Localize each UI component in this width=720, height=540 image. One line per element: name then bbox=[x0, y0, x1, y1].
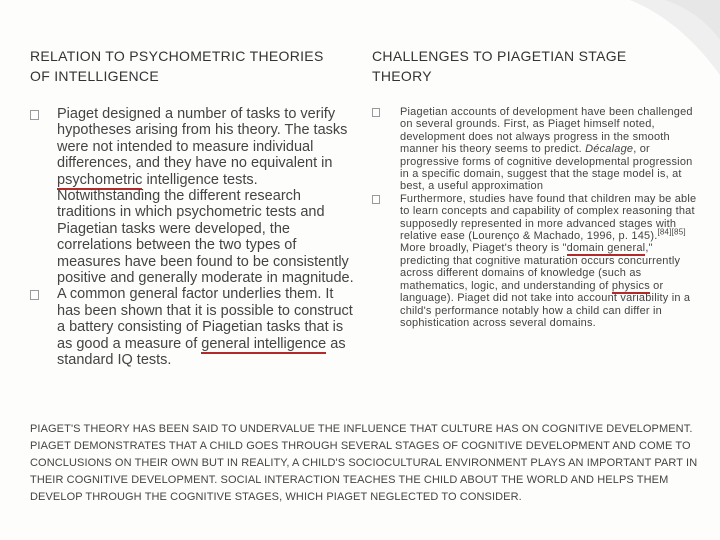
general-intelligence-link[interactable]: general intelligence bbox=[201, 335, 327, 352]
square-bullet-icon bbox=[30, 290, 39, 300]
square-bullet-icon bbox=[372, 108, 380, 117]
right-heading: CHALLENGES TO PIAGETIAN STAGE THEORY bbox=[372, 48, 627, 84]
footer-paragraph: PIAGET'S THEORY HAS BEEN SAID TO UNDERVALUE THE INFLUENCE THAT CULTURE HAS ON COGNITIVE DEVELOPMENT. PIAGET DEMONSTRATES THAT A CHILD GOES THROUGH SEVERAL STAGES OF COGNITIVE DEVELOPMENT AND COME TO CONCLUSIONS ON THEIR OWN BUT IN REALITY, A CHILD'S SOCIOCULTURAL ENVIRONMENT PLAYS AN IMPORTANT PART IN THEIR COGNITIVE DEVELOPMENT. SOCIAL INTERACTION TEACHES THE CHILD ABOUT THE WORLD AND HELPS THEM DEVELOP THROUGH THE COGNITIVE STAGES, WHICH PIAGET NEGLECTED TO CONSIDER. bbox=[30, 423, 698, 503]
domain-general-link[interactable]: domain general bbox=[566, 242, 646, 255]
list-item: Piagetian accounts of development have been challenged on several grounds. First, as Piaget himself noted, development does not always progress in the smooth manner his theory seems to predict. Décalage, or progressive forms of cognitive developmental progression in a specific domain, suggest that the stage model is, at best, a useful approximation bbox=[372, 106, 697, 193]
left-bullet-list bbox=[30, 106, 355, 369]
list-item: A common general factor underlies them. It has been shown that it is possible to construct a battery consisting of Piagetian tasks that is as good a measure of general intelligence as standard IQ tests. bbox=[30, 286, 355, 368]
citation-link[interactable]: [85] bbox=[671, 227, 686, 237]
list-item: Furthermore, studies have found that children may be able to learn concepts and capability of complex reasoning that supposedly represented in more advanced stages with relative ease (Lourenço & Machado, 1996, p. 145).[84][85] More broadly, Piaget's theory is "domain general," predicting that cognitive maturation occurs concurrently across different domains of knowledge (such as mathematics, logic, and understanding of physics or language). Piaget did not take into account variability in a child's performance notably how a child can differ in sophistication across several domains. bbox=[372, 193, 697, 329]
psychometric-link[interactable]: psychometric bbox=[57, 171, 143, 188]
list-item: Piaget designed a number of tasks to verify hypotheses arising from his theory. The tasks were not intended to measure individual differences, and they have no equivalent in psychometric intelligence tests. Notwithstanding the different research traditions in which psychometric tests and Piagetian tasks were developed, the correlations between the two types of measures have been found to be consistently positive and generally moderate in magnitude. bbox=[30, 106, 355, 286]
right-bullet-list bbox=[372, 106, 697, 329]
left-heading: RELATION TO PSYCHOMETRIC THEORIES OF INTELLIGENCE bbox=[30, 48, 324, 84]
square-bullet-icon bbox=[372, 195, 380, 204]
citation-link[interactable]: [84] bbox=[657, 227, 672, 237]
square-bullet-icon bbox=[30, 110, 39, 120]
physics-link[interactable]: physics bbox=[611, 279, 650, 292]
